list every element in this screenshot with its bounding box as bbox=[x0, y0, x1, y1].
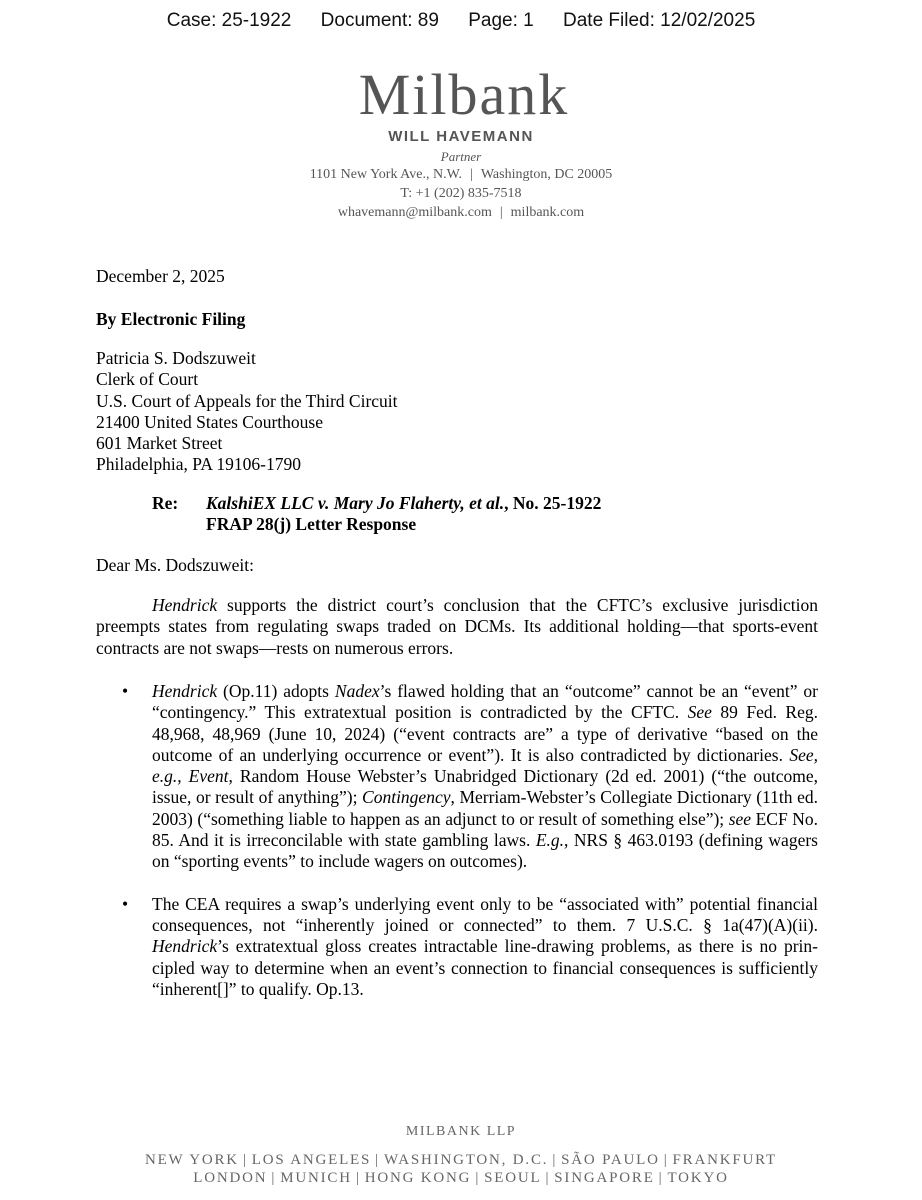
dictionary-term: Event bbox=[188, 766, 229, 787]
argument-list bbox=[96, 681, 818, 1000]
subject-text bbox=[206, 493, 601, 536]
office-city: LOS ANGELES bbox=[251, 1152, 372, 1168]
separator: | bbox=[375, 1152, 380, 1168]
office-row bbox=[0, 1151, 922, 1169]
office-city: HONG KONG bbox=[364, 1170, 472, 1186]
paragraph-text: supports the district court’s conclusion that the CFTC’s exclusive jurisdiction preempts states from regulating swaps traded on DCMs. Its additional holding—that sports-event contracts are not swaps—rests on numerous errors. bbox=[96, 595, 818, 658]
separator: | bbox=[355, 1170, 361, 1186]
case-docket-number: , No. 25-1922 bbox=[504, 493, 602, 513]
separator: | bbox=[242, 1152, 248, 1168]
date-filed: Date Filed: 12/02/2025 bbox=[563, 10, 756, 31]
recipient-line: Patricia S. Dodszuweit bbox=[96, 348, 256, 368]
office-city: TOKYO bbox=[667, 1170, 729, 1186]
office-city: SINGAPORE bbox=[554, 1170, 655, 1186]
case-caption bbox=[206, 493, 601, 514]
recipient-address bbox=[96, 348, 818, 476]
signal-word: See bbox=[687, 702, 712, 723]
letterhead bbox=[0, 64, 922, 222]
address-line bbox=[0, 165, 922, 184]
separator: | bbox=[545, 1170, 551, 1186]
office-city: SÃO PAULO bbox=[561, 1152, 660, 1168]
case-name: KalshiEX LLC v. Mary Jo Flaherty, et al. bbox=[206, 493, 505, 513]
case-reference: Nadex bbox=[334, 681, 380, 701]
text-run: , bbox=[177, 766, 189, 787]
text-run: , Merriam-Webster’s Collegiate Dictionary (11th ed. 2003) (“something liable to happen as an adjunct to or result of something else”); bbox=[152, 787, 818, 829]
list-item bbox=[96, 894, 818, 1000]
office-city: LONDON bbox=[193, 1170, 268, 1186]
salutation: Dear Ms. Dodszuweit: bbox=[96, 555, 254, 575]
signal-word: See, e.g. bbox=[152, 744, 818, 787]
phone-number: T: +1 (202) 835-7518 bbox=[400, 186, 522, 201]
list-item bbox=[96, 681, 818, 873]
letter-date: December 2, 2025 bbox=[96, 266, 225, 286]
case-reference: Hendrick bbox=[152, 595, 218, 615]
footer-firm-name: MILBANK LLP bbox=[405, 1124, 517, 1139]
recipient-line: Clerk of Court bbox=[96, 369, 199, 390]
case-reference: Hendrick bbox=[152, 936, 218, 957]
case-number: Case: 25-1922 bbox=[166, 10, 292, 31]
body-paragraph bbox=[96, 595, 818, 659]
text-run: ’s flawed holding that an “outcome” cannot be an “event” or “contingency.” This extratextual position is contradicted by the CFTC. bbox=[152, 681, 818, 723]
text-run: The CEA requires a swap’s underlying event only to be “associated with” potential financial consequences, not “inherently joined or connected” to them. 7 U.S.C. § 1a(47)(A)(ii). bbox=[152, 893, 818, 935]
text-run: ECF No. 85. And it is irreconcilable with state gambling laws. bbox=[152, 808, 818, 851]
recipient-line: 21400 United States Courthouse bbox=[96, 411, 323, 432]
separator: | bbox=[658, 1170, 664, 1186]
office-city: NEW YORK bbox=[144, 1152, 239, 1168]
footer-offices bbox=[0, 1151, 922, 1187]
text-run: , Random House Webster’s Unabridged Dictionary (2d ed. 2001) (“the outcome, issue, or result of anything”); bbox=[152, 766, 819, 808]
signal-word: see bbox=[728, 808, 752, 829]
case-reference: Hendrick bbox=[152, 681, 218, 701]
office-city: MUNICH bbox=[280, 1170, 352, 1186]
subject-line: FRAP 28(j) Letter Response bbox=[206, 514, 417, 535]
separator: | bbox=[470, 167, 473, 182]
recipient-line: 601 Market Street bbox=[96, 433, 223, 454]
office-city: WASHINGTON, D.C. bbox=[383, 1152, 549, 1168]
office-row bbox=[0, 1169, 922, 1187]
recipient-line: U.S. Court of Appeals for the Third Circuit bbox=[96, 390, 398, 411]
separator: | bbox=[663, 1152, 669, 1168]
text-run: ’s extratextual gloss creates intractable line-drawing problems, as there is no principled way to determine when an event’s connection to financial consequences is sufficiently “inherent[]” to qualify. Op.13. bbox=[152, 936, 818, 999]
document-number: Document: 89 bbox=[320, 10, 439, 31]
dictionary-term: Contingency bbox=[362, 787, 451, 808]
signal-word: E.g. bbox=[535, 830, 565, 851]
street-address: 1101 New York Ave., N.W. bbox=[309, 167, 463, 182]
office-city: SEOUL bbox=[484, 1170, 542, 1186]
city-address: Washington, DC 20005 bbox=[480, 167, 613, 182]
firm-logo: Milbank bbox=[358, 62, 570, 127]
text-run: 89 Fed. Reg. 48,968, 48,969 (June 10, 2024) (“event contracts are” a type of derivative “based on the outcome of an underlying occurrence or event”). It is also contradicted by dictionaries. bbox=[152, 702, 818, 765]
attorney-name: WILL HAVEMANN bbox=[388, 128, 534, 145]
text-run: (Op.11) adopts bbox=[217, 681, 335, 701]
separator: | bbox=[271, 1170, 277, 1186]
bullet-icon: • bbox=[122, 681, 129, 701]
attorney-title: Partner bbox=[440, 149, 482, 164]
text-run: , NRS § 463.0193 (defining wagers on “sporting events” to include wagers on outcomes). bbox=[152, 830, 818, 872]
bullet-icon: • bbox=[122, 893, 129, 914]
recipient-line: Philadelphia, PA 19106-1790 bbox=[96, 454, 301, 475]
re-label: Re: bbox=[152, 493, 179, 513]
case-header bbox=[0, 10, 922, 32]
separator: | bbox=[475, 1170, 481, 1186]
website-link[interactable]: milbank.com bbox=[510, 205, 585, 220]
email-link[interactable]: whavemann@milbank.com bbox=[337, 205, 492, 220]
page-number: Page: 1 bbox=[468, 10, 534, 31]
contact-line bbox=[0, 203, 922, 222]
separator: | bbox=[552, 1152, 558, 1168]
delivery-method: By Electronic Filing bbox=[96, 309, 246, 329]
separator: | bbox=[499, 205, 503, 220]
office-city: FRANKFURT bbox=[672, 1152, 778, 1168]
